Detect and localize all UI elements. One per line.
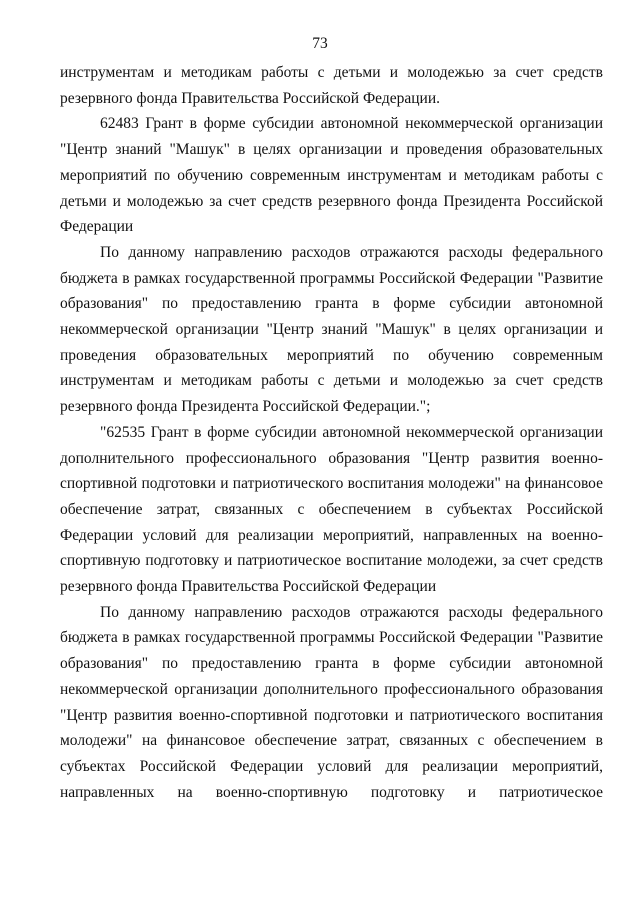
paragraph-62535-heading: "62535 Грант в форме субсидии автономной некоммерческой организации дополнительного профессионального образования "Центр развития военно-спортивной подготовки и патриотического воспитания молодежи" на финансовое обеспечение затрат, связанных с обеспечением в субъектах Российской Федерации условий для реализации мероприятий, направленных на военно-спортивную подготовку и патриотическое воспитание молодежи, за счет средств резервного фонда Правительства Российской Федерации bbox=[60, 423, 603, 596]
paragraph-62483-description: По данному направлению расходов отражаются расходы федерального бюджета в рамках государственной программы Российской Федерации "Развитие образования" по предоставлению гранта в форме субсидии автономной некоммерческой организации "Центр знаний "Машук" в целях организации и проведения образовательных мероприятий по обучению современным инструментам и методикам работы с детьми и молодежью за счет средств резервного фонда Президента Российской Федерации."; bbox=[60, 243, 603, 416]
page-number: 73 bbox=[312, 35, 328, 52]
paragraph-62483-heading: 62483 Грант в форме субсидии автономной некоммерческой организации "Центр знаний "Машук" в целях организации и проведения образовательных мероприятий по обучению современным инструментам и методикам работы с детьми и молодежью за счет средств резервного фонда Президента Российской Федерации bbox=[60, 115, 603, 236]
paragraph-62535-description: По данному направлению расходов отражаются расходы федерального бюджета в рамках государственной программы Российской Федерации "Развитие образования" по предоставлению гранта в форме субсидии автономной некоммерческой организации дополнительного профессионального образования "Центр развития военно-спортивной подготовки и патриотического воспитания молодежи" на финансовое обеспечение затрат, связанных с обеспечением в субъектах Российской Федерации условий для реализации мероприятий, направленных на военно-спортивную подготовку и патриотическое bbox=[60, 603, 603, 801]
paragraph-continuation: инструментам и методикам работы с детьми и молодежью за счет средств резервного фонда Правительства Российской Федерации. bbox=[60, 64, 603, 107]
page-body bbox=[60, 60, 603, 805]
